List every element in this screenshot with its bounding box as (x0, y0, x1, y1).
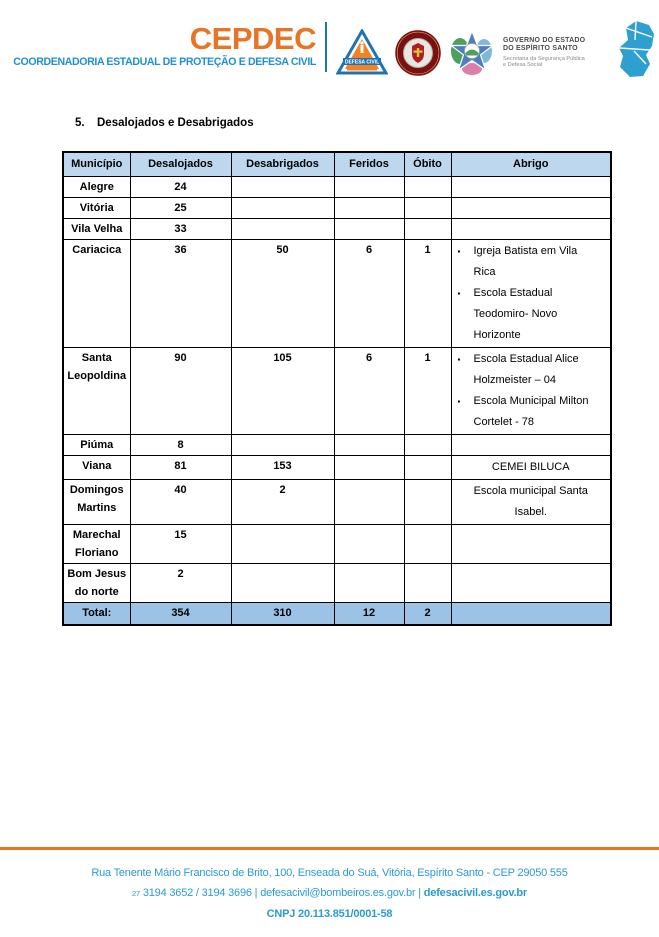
feridos-cell (334, 525, 404, 564)
square-bullet-icon: ▪ (457, 397, 461, 406)
abrigo-bullet-item (454, 241, 609, 283)
desalojados-cell: 25 (130, 198, 231, 219)
municipio-cell: Vila Velha (63, 219, 130, 240)
feridos-cell: 6 (334, 348, 404, 435)
obito-cell: 1 (404, 240, 451, 348)
footer-separator-1: | (254, 887, 258, 899)
section-number: 5. (75, 117, 85, 129)
municipio-cell: Cariacica (63, 240, 130, 348)
gov-subtitle-line1: Secretaria da Segurança Pública (503, 55, 585, 62)
defesa-civil-triangle-icon (336, 29, 388, 77)
obito-cell: 1 (404, 348, 451, 435)
obito-cell (404, 480, 451, 525)
municipio-cell: Vitória (63, 198, 130, 219)
desabrigados-cell: 2 (231, 480, 334, 525)
table-row (63, 480, 611, 525)
square-bullet-icon: ▪ (457, 247, 461, 256)
feridos-cell (334, 564, 404, 603)
desalojados-cell: 8 (130, 435, 231, 456)
table-row (63, 198, 611, 219)
column-header: Desabrigados (231, 152, 334, 177)
abrigo-cell (451, 219, 611, 240)
abrigo-cell (451, 564, 611, 603)
obito-cell (404, 219, 451, 240)
bombeiros-seal-icon (395, 30, 441, 76)
table-body (63, 177, 611, 626)
letterhead (0, 0, 659, 85)
footer-phones: 3194 3652 / 3194 3696 (142, 887, 252, 899)
feridos-cell (334, 435, 404, 456)
desalojados-cell: 33 (130, 219, 231, 240)
footer-contacts (0, 883, 659, 904)
espirito-santo-coat-of-arms-icon (448, 29, 496, 77)
total-feridos: 12 (334, 603, 404, 626)
feridos-cell (334, 456, 404, 480)
brand-block (0, 16, 316, 68)
desalojados-cell: 2 (130, 564, 231, 603)
espirito-santo-state-map-icon (616, 20, 659, 80)
logo-row (336, 16, 659, 85)
feridos-cell (334, 177, 404, 198)
phone-area-code: 27 (132, 889, 140, 898)
footer-separator-2: | (418, 887, 421, 899)
square-bullet-icon: ▪ (457, 289, 461, 298)
desabrigados-cell: 50 (231, 240, 334, 348)
org-acronym: CEPDEC (189, 21, 316, 56)
feridos-cell (334, 480, 404, 525)
table-head (63, 152, 611, 177)
municipio-cell: Viana (63, 456, 130, 480)
obito-cell (404, 525, 451, 564)
gov-text-block (503, 37, 595, 69)
total-abrigo-cell (451, 603, 611, 626)
svg-text:DEFESA CIVIL: DEFESA CIVIL (344, 58, 380, 65)
feridos-cell (334, 219, 404, 240)
table-row (63, 177, 611, 198)
column-header: Óbito (404, 152, 451, 177)
abrigo-cell (451, 240, 611, 348)
abrigo-bullet-text: Escola Municipal Milton Cortelet - 78 (473, 395, 589, 428)
column-header: Desalojados (130, 152, 231, 177)
total-obito: 2 (404, 603, 451, 626)
square-bullet-icon: ▪ (457, 355, 461, 364)
feridos-cell (334, 198, 404, 219)
table-row (63, 564, 611, 603)
state-map-wrap (616, 20, 659, 85)
table-row (63, 435, 611, 456)
desabrigados-cell (231, 564, 334, 603)
abrigo-text: CEMEI BILUCA (491, 461, 570, 473)
column-header: Município (63, 152, 130, 177)
data-table (62, 151, 612, 626)
abrigo-bullet-item (454, 349, 609, 391)
municipio-cell: Marechal Floriano (63, 525, 130, 564)
desabrigados-cell: 153 (231, 456, 334, 480)
obito-cell (404, 198, 451, 219)
municipio-cell: Alegre (63, 177, 130, 198)
municipio-cell: Piúma (63, 435, 130, 456)
municipio-cell: Santa Leopoldina (63, 348, 130, 435)
desalojados-cell: 90 (130, 348, 231, 435)
total-desabrigados: 310 (231, 603, 334, 626)
municipio-cell: Bom Jesus do norte (63, 564, 130, 603)
section-title (75, 117, 659, 129)
table-row (63, 525, 611, 564)
abrigo-cell (451, 198, 611, 219)
table-row (63, 219, 611, 240)
abrigo-cell (451, 435, 611, 456)
desabrigados-cell: 105 (231, 348, 334, 435)
table-row (63, 240, 611, 348)
abrigo-cell (451, 177, 611, 198)
abrigo-cell (451, 348, 611, 435)
desabrigados-cell (231, 525, 334, 564)
abrigo-bullet-text: Escola Estadual Alice Holzmeister – 04 (473, 353, 579, 386)
column-header: Feridos (334, 152, 404, 177)
header-row (63, 152, 611, 177)
abrigo-cell (451, 525, 611, 564)
column-header: Abrigo (451, 152, 611, 177)
feridos-cell: 6 (334, 240, 404, 348)
abrigo-bullet-item (454, 391, 609, 433)
obito-cell (404, 456, 451, 480)
total-desalojados: 354 (130, 603, 231, 626)
desabrigados-cell (231, 177, 334, 198)
obito-cell (404, 177, 451, 198)
obito-cell (404, 564, 451, 603)
table-row (63, 456, 611, 480)
desabrigados-cell (231, 219, 334, 240)
org-name: COORDENADORIA ESTADUAL DE PROTEÇÃO E DEFESA CIVIL (13, 56, 316, 68)
footer-website: defesacivil.es.gov.br (423, 887, 527, 899)
page-footer (0, 847, 659, 924)
desalojados-cell: 24 (130, 177, 231, 198)
total-label: Total: (63, 603, 130, 626)
footer-cnpj: CNPJ 20.113.851/0001-58 (266, 908, 393, 920)
gov-subtitle-line2: e Defesa Social (503, 62, 543, 69)
abrigo-cell (451, 456, 611, 480)
desalojados-cell: 36 (130, 240, 231, 348)
section-title-text: Desalojados e Desabrigados (97, 117, 254, 129)
abrigo-cell (451, 480, 611, 525)
abrigo-bullet-text: Escola Estadual Teodomiro- Novo Horizonte (473, 287, 558, 341)
desalojados-cell: 81 (130, 456, 231, 480)
footer-orange-rule (0, 847, 659, 850)
municipio-cell: Domingos Martins (63, 480, 130, 525)
total-row (63, 603, 611, 626)
table-row (63, 348, 611, 435)
desalojados-cell: 40 (130, 480, 231, 525)
abrigo-bullet-item (454, 283, 609, 346)
abrigo-bullet-text: Igreja Batista em Vila Rica (473, 245, 578, 278)
footer-address: Rua Tenente Mário Francisco de Brito, 100, Enseada do Suá, Vitória, Espírito Santo - CEP 29050 555 (91, 867, 568, 879)
header-divider (325, 22, 327, 72)
desabrigados-cell (231, 198, 334, 219)
obito-cell (404, 435, 451, 456)
gov-title-line1: GOVERNO DO ESTADO (503, 36, 586, 44)
abrigo-text: Escola municipal Santa Isabel. (473, 485, 588, 518)
footer-email: defesacivil@bombeiros.es.gov.br (260, 887, 416, 899)
desabrigados-cell (231, 435, 334, 456)
gov-title-line2: DO ESPÍRITO SANTO (503, 44, 578, 52)
desalojados-cell: 15 (130, 525, 231, 564)
